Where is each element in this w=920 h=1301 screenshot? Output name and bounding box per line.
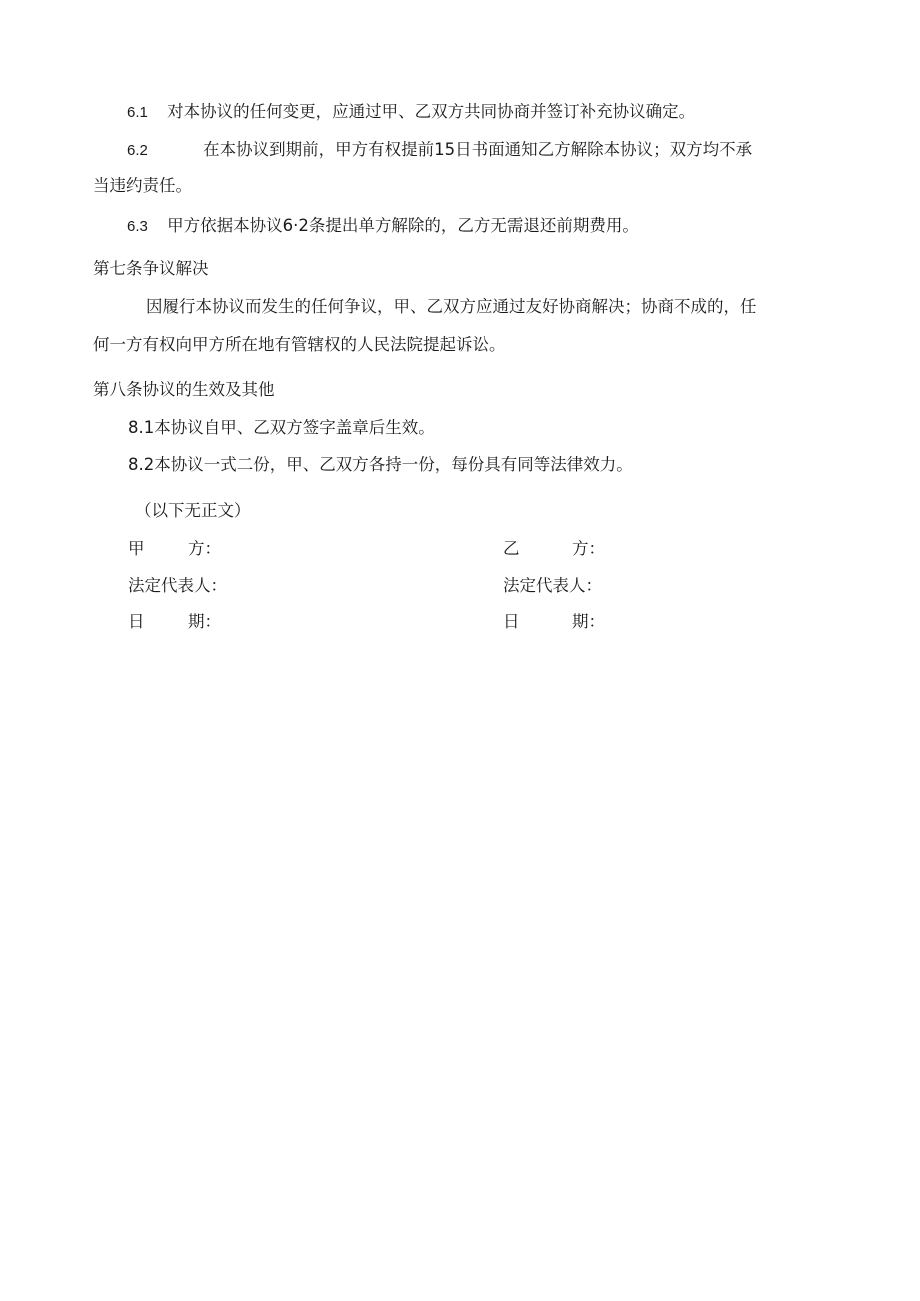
- clause-text: 甲方依据本协议6·2条提出单方解除的，乙方无需退还前期费用。: [167, 216, 639, 235]
- clause-6-1: [127, 104, 695, 121]
- closing-note: （以下无正文）: [135, 501, 251, 520]
- clause-number: 6.3: [127, 218, 148, 235]
- party-b-label-char2: 方：: [572, 539, 605, 558]
- party-a-date-label-char1: 日: [128, 612, 145, 631]
- party-b-label-char1: 乙: [503, 539, 520, 558]
- clause-6-2-continuation: 当违约责任。: [93, 176, 192, 195]
- clause-text: 在本协议到期前，甲方有权提前15日书面通知乙方解除本协议；双方均不承: [203, 140, 753, 159]
- party-b-date-label-char2: 期：: [572, 612, 605, 631]
- article-8-heading: 第八条协议的生效及其他: [93, 380, 275, 399]
- clause-6-3: [127, 218, 639, 235]
- clause-8-2: 8.2本协议一式二份，甲、乙双方各持一份，每份具有同等法律效力。: [128, 455, 633, 474]
- party-b-representative-label: 法定代表人：: [503, 576, 602, 595]
- party-a-label-char2: 方：: [188, 539, 221, 558]
- clause-number: 6.1: [127, 104, 148, 121]
- clause-text: 对本协议的任何变更，应通过甲、乙双方共同协商并签订补充协议确定。: [167, 102, 696, 121]
- article-7-paragraph-line-1: 因履行本协议而发生的任何争议，甲、乙双方应通过友好协商解决；协商不成的，任: [146, 297, 757, 316]
- party-a-representative-label: 法定代表人：: [128, 576, 227, 595]
- clause-6-2: [127, 142, 752, 159]
- party-b-date-label-char1: 日: [503, 612, 520, 631]
- clause-8-1: 8.1本协议自甲、乙双方签字盖章后生效。: [128, 418, 435, 437]
- party-a-label-char1: 甲: [128, 539, 145, 558]
- clause-number: 6.2: [127, 142, 148, 159]
- party-a-date-label-char2: 期：: [188, 612, 221, 631]
- article-7-paragraph-line-2: 何一方有权向甲方所在地有管辖权的人民法院提起诉讼。: [93, 335, 506, 354]
- article-7-heading: 第七条争议解决: [93, 259, 209, 278]
